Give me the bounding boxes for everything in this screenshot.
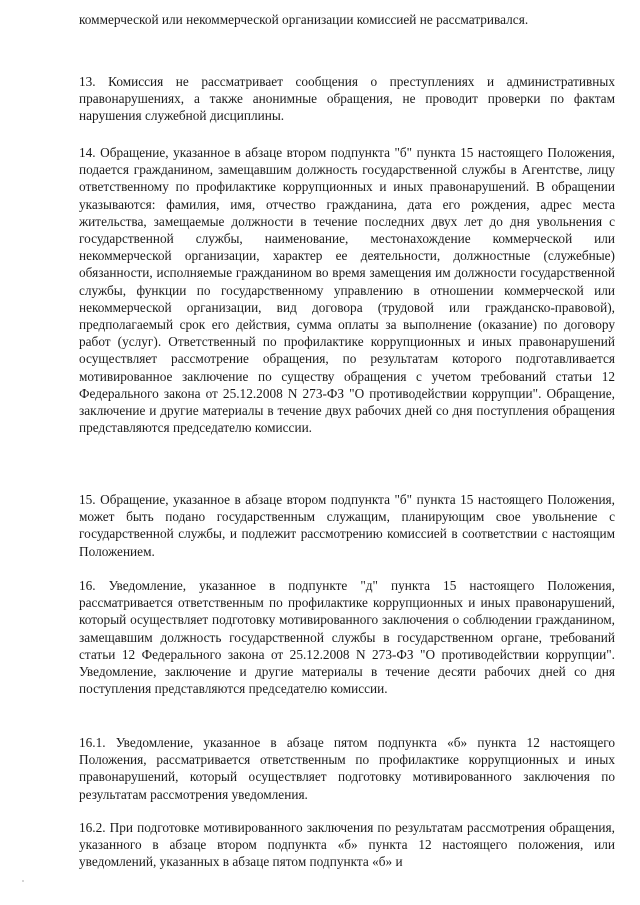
paragraph-14: 14. Обращение, указанное в абзаце втором подпункта "б" пункта 15 настоящего Положения, подается гражданином, замещавшим должность государственной службы в Агентстве, лицу ответственному по профилактике коррупционных и иных правонарушений. В обращении указываются: фамилия, имя, отчество гражданина, дата его рождения, адрес места жительства, замещаемые должности в течение последних двух лет до дня увольнения с государственной службы, наименование, местонахождение коммерческой или некоммерческой организации, характер ее деятельности, должностные (служебные) обязанности, исполняемые гражданином во время замещения им должности государственной службы, функции по государственному управлению в отношении коммерческой или некоммерческой организации, вид договора (трудовой или гражданско-правовой), предполагаемый срок его действия, сумма оплаты за выполнение (оказание) по договору работ (услуг). Ответственный по профилактике коррупционных и иных правонарушений осуществляет рассмотрение обращения, по результатам которого подготавливается мотивированное заключение по существу обращения с учетом требований статьи 12 Федерального закона от 25.12.2008 N 273-ФЗ "О противодействии коррупции". Обращение, заключение и другие материалы в течение двух рабочих дней со дня поступления обращения представляются председателю комиссии. [79,145,615,436]
scan-speck [22,880,24,882]
paragraph-16: 16. Уведомление, указанное в подпункте "д" пункта 15 настоящего Положения, рассматривается ответственным по профилактике коррупционных и иных правонарушений, который осуществляет подготовку мотивированного заключения о соблюдении гражданином, замещавшим должность государственной службы в государственном органе, требований статьи 12 Федерального закона от 25.12.2008 N 273-ФЗ "О противодействии коррупции". Уведомление, заключение и другие материалы в течение десяти рабочих дней со дня поступления представляются председателю комиссии. [79,578,615,697]
paragraph-13: 13. Комиссия не рассматривает сообщения о преступлениях и административных правонарушениях, а также анонимные обращения, не проводит проверки по фактам нарушения служебной дисциплины. [79,74,615,124]
paragraph-continuation: коммерческой или некоммерческой организации комиссией не рассматривался. [79,12,529,27]
paragraph-16-2: 16.2. При подготовке мотивированного заключения по результатам рассмотрения обращения, указанного в абзаце втором подпункта «б» пункта 12 настоящего положения, или уведомлений, указанных в абзаце пятом подпункта «б» и [79,820,615,870]
paragraph-16-1: 16.1. Уведомление, указанное в абзаце пятом подпункта «б» пункта 12 настоящего Положения, рассматривается ответственным по профилактике коррупционных и иных правонарушений, который осуществляет подготовку мотивированного заключения по результатам рассмотрения уведомления. [79,735,615,802]
paragraph-15: 15. Обращение, указанное в абзаце втором подпункта "б" пункта 15 настоящего Положения, может быть подано государственным служащим, планирующим свое увольнение с государственной службы, и подлежит рассмотрению комиссией в соответствии с настоящим Положением. [79,492,615,559]
